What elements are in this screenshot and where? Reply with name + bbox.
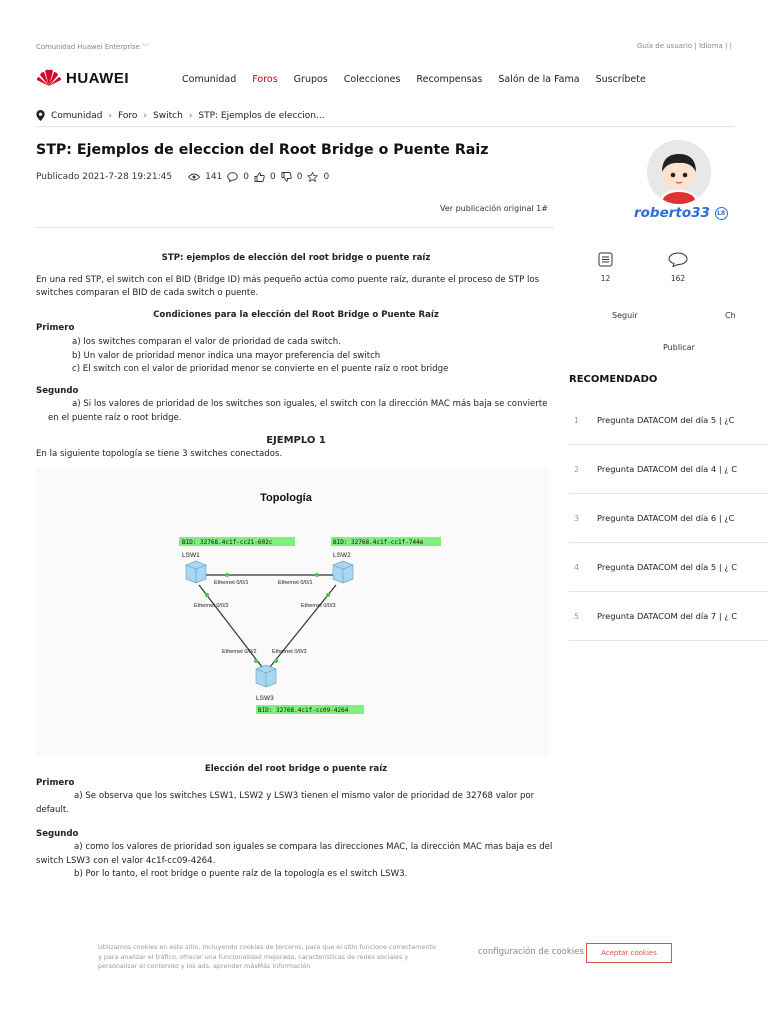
segundo-label: Segundo (36, 385, 79, 396)
lsw1-switch-icon (186, 561, 206, 583)
nav-item-recompensas[interactable]: Recompensas (416, 74, 483, 85)
article-body (36, 252, 556, 882)
breadcrumb-comunidad[interactable]: Comunidad (51, 110, 103, 121)
top-right-links: Guía de usuario | Idioma | | (636, 42, 732, 50)
primero-label: Primero (36, 323, 75, 334)
nav-item-comunidad[interactable]: Comunidad (182, 74, 237, 85)
breadcrumb-current: STP: Ejemplos de eleccion... (198, 110, 325, 121)
lsw2-label: LSW2 (333, 552, 351, 560)
comments-stat[interactable] (668, 252, 688, 283)
breadcrumb-switch[interactable]: Switch (153, 110, 183, 121)
list-item-title: Pregunta DATACOM del día 4 | ¿ C (597, 464, 738, 474)
election-item: a) como los valores de prioridad son iguales se compara las direcciones MAC, la dirección MAC mas baja es del switch LSW3 con el valor 4c1f-cc09-4264. (36, 842, 553, 866)
lsw3-label: LSW3 (256, 695, 274, 703)
location-pin-icon (36, 110, 45, 121)
huawei-logo[interactable] (36, 69, 129, 87)
post-meta (36, 172, 329, 182)
primero2-label: Primero (36, 777, 75, 788)
avatar-image (647, 140, 711, 204)
title-divider (36, 227, 554, 228)
accept-cookies-button[interactable]: Aceptar cookies (586, 943, 672, 963)
lsw3-bid: BID: 32768.4c1f-cc09-4264 (258, 707, 349, 715)
list-item-number: 2 (574, 464, 580, 474)
list-item-title: Pregunta DATACOM del día 7 | ¿ C (597, 611, 738, 621)
nav-item-suscribete[interactable]: Suscríbete (595, 74, 646, 85)
topology-figure (36, 467, 550, 757)
condition-item: c) El switch con el valor de prioridad menor se convierte en el puente raíz o root bridge (72, 364, 449, 375)
star-icon[interactable] (307, 172, 318, 182)
list-item-number: 3 (574, 513, 580, 523)
brand-name: HUAWEI (66, 69, 129, 87)
lsw1-label: LSW1 (182, 552, 200, 560)
port-label: Ethernet 0/0/1 (278, 580, 313, 587)
username-text: roberto33 (634, 205, 710, 221)
thumbs-up-icon[interactable] (254, 172, 265, 182)
community-label: Comunidad Huawei Enterprise (36, 43, 140, 51)
lsw3-switch-icon (256, 665, 276, 687)
example-title: EJEMPLO 1 (266, 434, 326, 446)
lsw2-switch-icon (333, 561, 353, 583)
port-label: Ethernet 0/0/2 (194, 603, 229, 610)
recommended-list (569, 396, 768, 641)
chevron-down-icon: ﹀ (141, 43, 149, 51)
example-intro: En la siguiente topología se tiene 3 switches conectados. (36, 448, 283, 459)
posts-stat[interactable] (598, 252, 613, 283)
document-icon (598, 252, 613, 267)
lsw1-bid: BID: 32768.4c1f-cc21-602c (182, 539, 273, 547)
comments-total: 162 (670, 274, 686, 283)
breadcrumb-foro[interactable]: Foro (118, 110, 138, 121)
condition-item: a) los switches comparan el valor de prioridad de cada switch. (72, 336, 341, 347)
election-title: Elección del root bridge o puente raíz (204, 764, 388, 775)
condition-item: b) Un valor de prioridad menor indica una mayor preferencia del switch (72, 350, 381, 361)
condition-item: a) Si los valores de prioridad de los switches son iguales, el switch con la dirección MAC más baja se convierte en el puente raíz o root bridge. (48, 399, 548, 423)
breadcrumb-divider (36, 126, 734, 127)
nav-item-colecciones[interactable]: Colecciones (343, 74, 401, 85)
port-label: Ethernet 0/0/3 (301, 603, 336, 610)
article-intro: En una red STP, el switch con el BID (Bridge ID) más pequeño actúa como puente raíz, durante el proceso de STP los switches comparan el BID de cada switch o puente. (36, 274, 540, 299)
likes-count: 0 (270, 172, 276, 182)
list-item-title: Pregunta DATACOM del día 5 | ¿ C (597, 562, 738, 572)
list-item-number: 4 (574, 562, 580, 572)
follow-button[interactable]: Seguir (612, 311, 638, 320)
language-link[interactable]: Idioma (698, 42, 723, 50)
level-badge: L8 (715, 207, 728, 220)
dislikes-count: 0 (296, 172, 303, 182)
list-item[interactable] (569, 494, 768, 543)
avatar[interactable] (647, 140, 711, 204)
conditions-title: Condiciones para la elección del Root Bridge o Puente Raíz (153, 309, 439, 320)
election-item: a) Se observa que los switches LSW1, LSW2 y LSW3 tienen el mismo valor de prioridad de 32768 valor por default. (36, 791, 535, 815)
user-guide-link[interactable]: Guía de usuario (636, 42, 693, 50)
huawei-flower-icon (36, 69, 62, 87)
nav-item-salon-fama[interactable]: Salón de la Fama (498, 74, 580, 85)
cookie-settings-link[interactable]: configuración de cookies (478, 947, 584, 957)
comment-icon (668, 252, 688, 267)
lsw2-bid: BID: 32768.4c1f-cc1f-744e (333, 539, 424, 547)
chevron-right-icon: › (108, 110, 113, 121)
list-item[interactable] (569, 543, 768, 592)
nav-item-foros[interactable]: Foros (252, 74, 278, 85)
list-item-title: Pregunta DATACOM del día 5 | ¿C (597, 415, 735, 425)
list-item-title: Pregunta DATACOM del día 6 | ¿C (597, 513, 735, 523)
article-heading: STP: ejemplos de elección del root bridge o puente raíz (161, 253, 431, 263)
thumbs-down-icon[interactable] (281, 172, 292, 182)
list-item[interactable] (569, 445, 768, 494)
breadcrumb (36, 110, 325, 121)
list-item-number: 5 (574, 611, 580, 621)
eye-icon (188, 173, 200, 181)
recommended-title: RECOMENDADO (569, 374, 658, 385)
chevron-right-icon: › (143, 110, 148, 121)
views-count: 141 (205, 172, 223, 182)
comments-count: 0 (243, 172, 250, 182)
list-item-number: 1 (574, 415, 580, 425)
port-label: Ethernet 0/0/3 (272, 649, 307, 656)
favorites-count: 0 (323, 172, 330, 182)
published-date: Publicado 2021-7-28 19:21:45 (36, 172, 173, 182)
chat-button[interactable]: Ch (725, 311, 736, 320)
comment-icon[interactable] (227, 172, 238, 182)
port-label: Ethernet 0/0/1 (214, 580, 249, 587)
community-link[interactable] (36, 42, 149, 52)
list-item[interactable] (569, 592, 768, 641)
posts-count: 12 (600, 274, 611, 283)
main-nav (182, 74, 646, 85)
view-original-link[interactable]: Ver publicación original 1# (440, 204, 548, 213)
list-item[interactable] (569, 396, 768, 445)
publish-button[interactable]: Publicar (663, 343, 695, 352)
cookie-notice: Utilizamos cookies en este sitio, incluyendo cookies de terceros, para que el sitio funcione correctamente y para analizar el tráfico, ofrecer una funcionalidad mejorada, características de redes sociales y personalizar el contenido y los ads. aprender másMás información (98, 943, 436, 970)
chevron-right-icon: › (188, 110, 193, 121)
topology-diagram (36, 467, 550, 757)
port-label: Ethernet 0/0/2 (222, 649, 257, 656)
post-title: STP: Ejemplos de eleccion del Root Bridge o Puente Raiz (36, 142, 489, 158)
username[interactable] (634, 205, 728, 221)
election-item: b) Por lo tanto, el root bridge o puente raíz de la topología es el switch LSW3. (74, 869, 408, 880)
nav-item-grupos[interactable]: Grupos (293, 74, 328, 85)
segundo2-label: Segundo (36, 828, 79, 839)
topology-title: Topología (260, 492, 312, 505)
